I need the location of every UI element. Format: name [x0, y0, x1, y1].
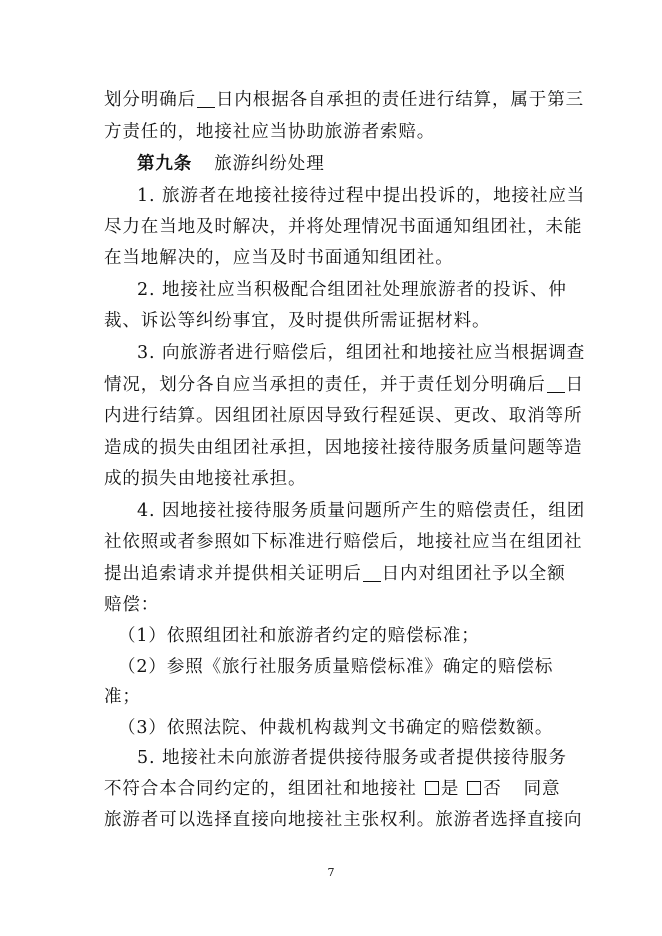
- text-line: 1. 旅游者在地接社接待过程中提出投诉的，地接社应当: [137, 186, 586, 206]
- text-line: 在当地解决的，应当及时书面通知组团社。: [104, 248, 454, 268]
- text-line: 情况，划分各自应当承担的责任，并于责任划分明确后 日: [104, 375, 585, 395]
- text-line: 造成的损失由组团社承担，因地接社接待服务质量问题等造: [104, 438, 583, 458]
- text-line: （2）参照《旅行社服务质量赔偿标准》确定的赔偿标: [118, 657, 554, 677]
- text-line: （3）依照法院、仲裁机构裁判文书确定的赔偿数额。: [118, 718, 554, 738]
- text-line: 不符合本合同约定的，组团社和地接社 是 否 同意: [104, 779, 561, 799]
- text-line: 提出追索请求并提供相关证明后 日内对组团社予以全额: [104, 564, 566, 584]
- text-line: （1）依照组团社和旅游者约定的赔偿标准；: [118, 626, 480, 646]
- article-title: 旅游纠纷处理: [214, 154, 325, 174]
- text-line: 方责任的，地接社应当协助旅游者索赔。: [104, 122, 436, 142]
- text-line: 准；: [104, 687, 141, 707]
- article-heading: [137, 152, 597, 176]
- text-line: 裁、诉讼等纠纷事宜，及时提供所需证据材料。: [104, 311, 491, 331]
- text-line: 尽力在当地及时解决，并将处理情况书面通知组团社，未能: [104, 217, 583, 237]
- text-line: 3. 向旅游者进行赔偿后，组团社和地接社应当根据调查: [137, 343, 586, 363]
- text-line: 社依照或者参照如下标准进行赔偿后，地接社应当在组团社: [104, 532, 583, 552]
- page-number: 7: [327, 866, 335, 879]
- fill-blank: [547, 374, 565, 393]
- text-line: 划分明确后 日内根据各自承担的责任进行结算，属于第三: [104, 90, 584, 110]
- text-line: 5. 地接社未向旅游者提供接待服务或者提供接待服务: [137, 748, 567, 768]
- text-line: 成的损失由地接社承担。: [104, 469, 307, 489]
- text-line: 内进行结算。因组团社原因导致行程延误、更改、取消等所: [104, 406, 583, 426]
- text-line: 2. 地接社应当积极配合组团社处理旅游者的投诉、仲: [137, 280, 567, 300]
- fill-blank: [197, 89, 215, 108]
- fill-blank: [363, 563, 381, 582]
- checkbox-yes[interactable]: [425, 781, 439, 795]
- text-line: 赔偿：: [104, 595, 160, 615]
- article-number: 第九条: [137, 154, 193, 174]
- text-line: 旅游者可以选择直接向地接社主张权利。旅游者选择直接向: [104, 810, 583, 830]
- checkbox-no[interactable]: [467, 781, 481, 795]
- text-line: 4. 因地接社接待服务质量问题所产生的赔偿责任，组团: [137, 501, 586, 521]
